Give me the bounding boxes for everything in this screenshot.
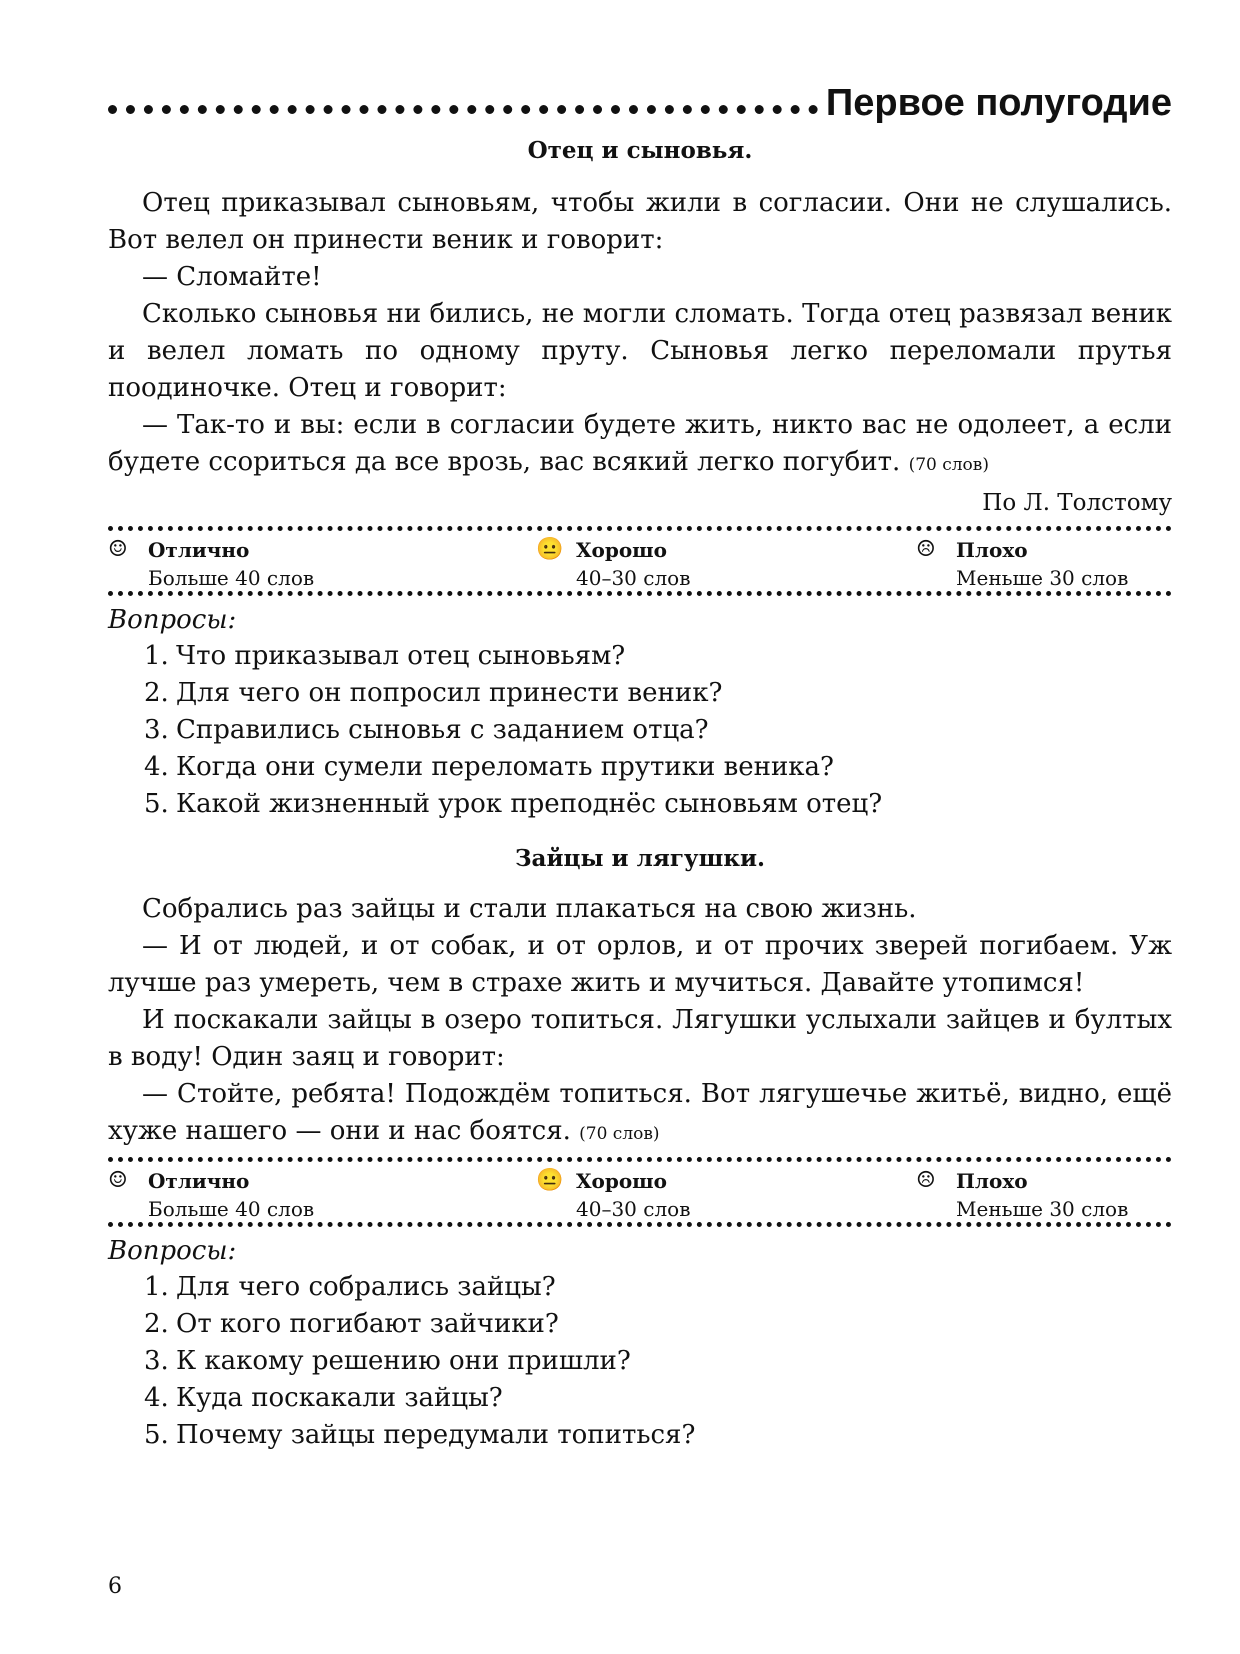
sad-face-icon: ☹ [916, 1168, 936, 1193]
question-item [144, 749, 1172, 786]
question-item [144, 1380, 1172, 1417]
question-text: Куда поскакали зайцы? [176, 1383, 503, 1413]
story-text [108, 185, 1172, 484]
rating-label: Отлично [148, 538, 250, 562]
story-paragraph: И поскакали зайцы в озеро топиться. Лягушки услыхали зайцев и бултых в воду! Один заяц и говорит: [108, 1005, 1172, 1072]
story-paragraph [108, 1076, 1172, 1153]
dotted-divider [108, 1222, 1172, 1227]
rating-excellent [108, 536, 314, 592]
question-text: Справились сыновья с заданием отца? [176, 715, 709, 745]
question-text: Когда они сумели переломать прутики веника? [176, 752, 834, 782]
question-number: 5. [144, 1420, 169, 1450]
story-text [108, 891, 1172, 1153]
dotted-divider [108, 591, 1172, 596]
rating-criteria: 40–30 слов [576, 566, 691, 590]
dotted-divider [108, 1157, 1172, 1162]
smile-face-icon: ☺ [108, 1168, 128, 1193]
rating-criteria: Меньше 30 слов [956, 566, 1129, 590]
rating-label: Отлично [148, 1169, 250, 1193]
rating-criteria: 40–30 слов [576, 1197, 691, 1221]
question-text: Что приказывал отец сыновьям? [176, 641, 626, 671]
story-paragraph: Отец приказывал сыновьям, чтобы жили в согласии. Они не слушались. Вот велел он принести веник и говорит: [108, 188, 1172, 255]
question-number: 1. [144, 641, 169, 671]
rating-poor [916, 536, 1128, 592]
questions-list [108, 638, 1172, 823]
author-credit: По Л. Толстому [982, 490, 1172, 516]
question-item [144, 1343, 1172, 1380]
question-number: 4. [144, 1383, 169, 1413]
question-number: 2. [144, 678, 169, 708]
neutral-face-icon: 😐 [536, 537, 564, 562]
question-item [144, 712, 1172, 749]
question-number: 5. [144, 789, 169, 819]
rating-criteria: Больше 40 слов [148, 566, 315, 590]
story-paragraph: — И от людей, и от собак, и от орлов, и от прочих зверей погибаем. Уж лучше раз умереть, чем в страхе жить и мучиться. Давайте утопимся! [108, 931, 1172, 998]
word-count: (70 слов) [579, 1124, 660, 1144]
section-title: Первое полугодие [825, 82, 1172, 124]
question-text: Для чего собрались зайцы? [176, 1272, 556, 1302]
story-paragraph-text: — Так-то и вы: если в согласии будете жить, никто вас не одолеет, а если будете ссориться да все врозь, вас всякий легко погубит. [108, 410, 1172, 477]
rating-label: Хорошо [576, 1169, 668, 1193]
neutral-face-icon: 😐 [536, 1168, 564, 1193]
story-paragraph: Сколько сыновья ни бились, не могли сломать. Тогда отец развязал веник и велел ломать по одному пруту. Сыновья легко переломали прутья поодиночке. Отец и говорит: [108, 299, 1172, 403]
smile-face-icon: ☺ [108, 537, 128, 562]
question-item [144, 1269, 1172, 1306]
rating-good [536, 1167, 690, 1223]
question-item [144, 786, 1172, 823]
rating-criteria: Больше 40 слов [148, 1197, 315, 1221]
rating-good [536, 536, 690, 592]
question-item [144, 1306, 1172, 1343]
page-number: 6 [108, 1574, 122, 1599]
story-paragraph-text: — Стойте, ребята! Подождём топиться. Вот лягушечье житьё, видно, ещё хуже нашего — они и нас боятся. [108, 1079, 1172, 1146]
rating-label: Плохо [956, 538, 1028, 562]
word-count: (70 слов) [908, 455, 989, 475]
rating-criteria: Меньше 30 слов [956, 1197, 1129, 1221]
question-text: К какому решению они пришли? [176, 1346, 631, 1376]
questions-list [108, 1269, 1172, 1454]
rating-scale [108, 1157, 1172, 1227]
header-dotted-leader [108, 105, 818, 114]
story-paragraph: Собрались раз зайцы и стали плакаться на свою жизнь. [142, 894, 917, 924]
section-header [108, 78, 1172, 128]
question-item [144, 638, 1172, 675]
story-title: Зайцы и лягушки. [514, 845, 766, 872]
rating-label: Плохо [956, 1169, 1028, 1193]
story-title: Отец и сыновья. [527, 137, 753, 164]
question-item [144, 675, 1172, 712]
question-number: 3. [144, 715, 169, 745]
rating-excellent [108, 1167, 314, 1223]
dotted-divider [108, 526, 1172, 531]
questions-heading: Вопросы: [108, 605, 237, 635]
question-text: Какой жизненный урок преподнёс сыновьям отец? [176, 789, 883, 819]
question-number: 2. [144, 1309, 169, 1339]
question-number: 4. [144, 752, 169, 782]
question-number: 1. [144, 1272, 169, 1302]
sad-face-icon: ☹ [916, 537, 936, 562]
rating-label: Хорошо [576, 538, 668, 562]
story-paragraph [108, 407, 1172, 484]
page [108, 78, 1172, 1454]
question-text: От кого погибают зайчики? [176, 1309, 559, 1339]
questions-heading: Вопросы: [108, 1236, 237, 1266]
rating-poor [916, 1167, 1128, 1223]
question-item [144, 1417, 1172, 1454]
question-text: Для чего он попросил принести веник? [176, 678, 723, 708]
story-paragraph: — Сломайте! [142, 262, 322, 292]
rating-scale [108, 526, 1172, 596]
question-number: 3. [144, 1346, 169, 1376]
question-text: Почему зайцы передумали топиться? [176, 1420, 696, 1450]
